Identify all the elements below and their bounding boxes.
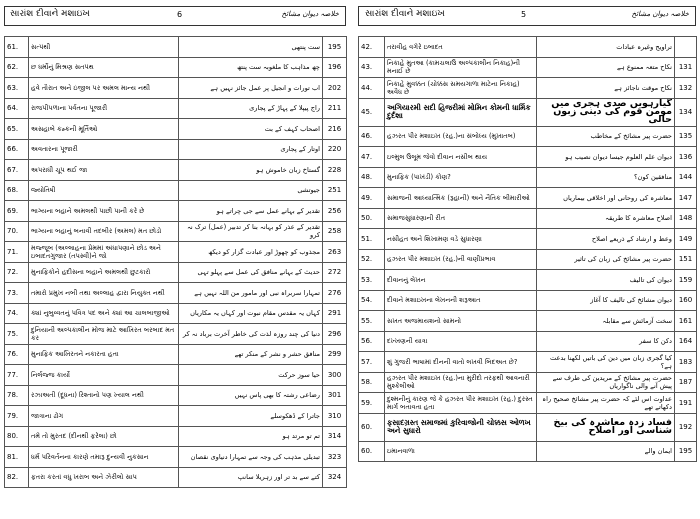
page-reference: 148 [675,208,697,229]
gujarati-title: દખ્ખણની યાત્રા [385,331,537,352]
contents-row [5,365,347,386]
contents-row [359,331,697,352]
urdu-title: گیارہویں صدی ہجری میں مومن قوم کی دینی زبوں حالی [537,98,675,126]
urdu-title: دیوان علم العلوم جیسا دیوان نصیب ہو [537,147,675,168]
contents-row [5,262,347,283]
gujarati-title: ભાગ્યના બહાનું બનાવી તદબીર (અમલ) મત છોડો [29,221,179,242]
contents-row [359,441,697,462]
row-number: 56. [359,331,385,352]
urdu-title: تراویح وغیرہ عبادات [537,37,675,58]
gujarati-title: રાજપીપળાના પર્વતના પૂજારી [29,98,179,119]
contents-row [359,372,697,393]
urdu-title: چھ مذاہب کا ملغوبہ ست پنتھ [179,57,323,78]
gujarati-title: અસહાબે કહ્કની મૂર્તિઓ [29,119,179,140]
right-page-number: 5 [521,10,527,19]
gujarati-title: ઇલ્મુલ ઉલૂમ જેવો દીવાન નસીબ થાય [385,147,537,168]
urdu-title: وعظ و ارشاد کے ذریعے اصلاح [537,229,675,250]
gujarati-title: ફસાદગ્રસ્ત સમાજમાં કુરિવાજોની ચોક્કસ ઓળખ અને સુધારો [385,413,537,441]
urdu-title: منافقین کون؟ [537,167,675,188]
right-page-header [358,6,696,26]
gujarati-title: હઝરત પીર મશાઇખ (રહ.)ની વાણીપ્રભાવ [385,249,537,270]
gujarati-title: સમાજસુધારણાની રીત [385,208,537,229]
contents-row [359,98,697,126]
gujarati-title: દીવાને મશાઇખના લેખનની શરૂઆત [385,290,537,311]
row-number: 80. [5,426,29,447]
page-reference: 314 [323,426,347,447]
gujarati-title: સમાજની આધ્યાત્મિક (રૂહાની) અને નૈતિક બીમારીઓ [385,188,537,209]
contents-row [359,413,697,441]
gujarati-title: અવતારના પૂજારી [29,139,179,160]
contents-row [5,385,347,406]
urdu-title: تبدیلی مذہب کی وجہ سے تمہارا دنیاوی نقصان [179,447,323,468]
contents-row [359,37,697,58]
page-reference: 136 [675,147,697,168]
urdu-title: حیا سوز حرکت [179,365,323,386]
page-reference: 323 [323,447,347,468]
row-number: 43. [359,57,385,78]
contents-row [5,57,347,78]
contents-row [5,467,347,488]
gujarati-title: જાત્રાના ઢોંગ [29,406,179,427]
page-reference: 195 [675,441,697,462]
gujarati-title: સત્પંથી [29,37,179,58]
gujarati-title: રઝાઅતી (દૂધના) રિશ્તાનો પણ ખ્યાલ નથી [29,385,179,406]
urdu-title: حضرت پیر مشائخ کی زبان کی تاثیر [537,249,675,270]
row-number: 46. [359,126,385,147]
page-reference: 183 [675,352,697,373]
gujarati-title: શું ગુજરી ભાષામાં દીનની વાતો લખવી બિદઅત છે? [385,352,537,373]
urdu-title: حضرت پیر مشائخ کے مخاطب [537,126,675,147]
urdu-title: دیوان کی تالیف [537,270,675,291]
contents-row [5,426,347,447]
urdu-title: کہاں یہ مقدس مقام نبوت اور کہاں یہ مکاریاں [179,303,323,324]
row-number: 44. [359,78,385,99]
contents-row [5,303,347,324]
urdu-title: منافق حشر و نشر کے منکر تھے [179,344,323,365]
page-reference: 300 [323,365,347,386]
page-reference: 272 [323,262,347,283]
urdu-title: جاترا کے ڈھکوسلے [179,406,323,427]
contents-row [5,242,347,263]
page-reference: 196 [323,57,347,78]
left-header-urdu-title: خلاصہ دیوان مشائخ [281,10,339,18]
page-reference: 164 [675,331,697,352]
contents-row [5,119,347,140]
gujarati-title: દીવાનનું લેખન [385,270,537,291]
page-reference: 301 [323,385,347,406]
gujarati-title: મુનાફિકોને હદીસના બહાને અમલથી છુટકારો [29,262,179,283]
urdu-title: اصحاب کہف کے بت [179,119,323,140]
urdu-title: مجذوب کو چھوڑ اور عبادت گزار کو دیکھ [179,242,323,263]
gujarati-title: મજ્જૂબ (અલ્લાહના પ્રેમમાં અંધાપણાને છોડ અને ઇબાદતગુજાર (તપસ્વી)ને જો [29,242,179,263]
gujarati-title: નિકાહે મુતઆ (કામચલાઉ અલ્પકાલીન નિકાહ)ની મનાઈ છે [385,57,537,78]
gujarati-title: નિકાહે મુવક્કત (ચોક્કસ સમયગાળા માટેના નિકાહ) અવૈધ છે [385,78,537,99]
page-reference: 202 [323,78,347,99]
page-reference: 324 [323,467,347,488]
contents-row [359,270,697,291]
contents-row [359,126,697,147]
row-number: 75. [5,324,29,345]
row-number: 70. [5,221,29,242]
row-number: 49. [359,188,385,209]
page-reference: 149 [675,229,697,250]
page-reference: 131 [675,57,697,78]
row-number: 58. [359,372,385,393]
page-reference: 132 [675,78,697,99]
row-number: 67. [5,160,29,181]
urdu-title: گستاخ زبان خاموش ہو [179,160,323,181]
gujarati-title: સખત અજમાયશનો સામનો [385,311,537,332]
urdu-title: نکاح متعہ ممنوع ہے [537,57,675,78]
page-reference: 276 [323,283,347,304]
gujarati-title: દુશ્મનીનું કારણ જે કે હઝરત પીર મશાઇખ (રહ.) દુરસ્ત માર્ગ બતાવતા હતા [385,393,537,414]
page-reference: 251 [323,180,347,201]
urdu-title: فساد زدہ معاشرہ کی بیخ شناسی اور اصلاح [537,413,675,441]
page-reference [675,37,697,58]
urdu-title: اب تورات و انجیل پر عمل جائز نہیں ہے [179,78,323,99]
row-number: 53. [359,270,385,291]
page-reference: 220 [323,139,347,160]
contents-row [5,201,347,222]
gujarati-title: તમે તો મુરતદ (દીનથી ફરેલા) છો [29,426,179,447]
contents-row [359,393,697,414]
row-number: 52. [359,249,385,270]
page-reference: 151 [675,249,697,270]
gujarati-title: તરાવીહ વગેરે ઇબાદત [385,37,537,58]
urdu-title: معاشرہ کی روحانی اور اخلاقی بیماریاں [537,188,675,209]
row-number: 60. [359,413,385,441]
urdu-title: کیا گجری زبان میں دین کی باتیں لکھنا بدعت ہے؟ [537,352,675,373]
left-header-gujarati-title: સારાંશ દીવાને મશાઇખ [10,9,90,19]
urdu-title: تقدیر کے بہانے عمل سے جی چراتے ہو [179,201,323,222]
urdu-title: تمہارا سربراہ نبی اور مامور من اللہ نہیں ہے [179,283,323,304]
page-reference: 134 [675,98,697,126]
page-reference: 310 [323,406,347,427]
page-reference: 159 [675,270,697,291]
row-number: 74. [5,303,29,324]
row-number: 61. [5,37,29,58]
gujarati-title: છ ધર્મોનું મિશ્રણ સતપંથ [29,57,179,78]
contents-row [5,98,347,119]
contents-row [5,78,347,99]
gujarati-title: અગિયારમી સદી હિજરીમાં મોમિન કોમની ધાર્મિક દુર્દશા [385,98,537,126]
urdu-title: ایمان والے [537,441,675,462]
contents-row [5,344,347,365]
row-number: 42. [359,37,385,58]
row-number: 59. [359,393,385,414]
contents-row [359,249,697,270]
urdu-title: اصلاح معاشرہ کا طریقہ [537,208,675,229]
gujarati-title: અપરાધી ચૂપ થઈ જા [29,160,179,181]
right-contents-table [358,36,697,462]
page-reference: 160 [675,290,697,311]
page-reference: 135 [675,126,697,147]
gujarati-title: ભાગ્યના બહાને અમલથી પાછી પાની કરે છે [29,201,179,222]
contents-row [359,208,697,229]
left-page-header [4,6,346,26]
page-reference: 192 [675,413,697,441]
page-reference: 195 [323,37,347,58]
urdu-title: دنیا کی چند روزہ لذت کی خاطر آخرت برباد نہ کر [179,324,323,345]
urdu-title: جیوتشی [179,180,323,201]
urdu-title: نکاح موقت ناجائز ہے [537,78,675,99]
row-number: 71. [5,242,29,263]
row-number: 64. [5,98,29,119]
contents-row [359,229,697,250]
contents-row [359,311,697,332]
gujarati-title: ફતરા કરતાં વધુ ખરાબ અને ઝેરીલો સાપ [29,467,179,488]
left-contents-table [4,36,347,488]
page-reference: 258 [323,221,347,242]
contents-row [359,57,697,78]
urdu-title: دیوان مشائخ کی تالیف کا آغاز [537,290,675,311]
contents-row [5,283,347,304]
contents-row [5,221,347,242]
row-number: 77. [5,365,29,386]
row-number: 65. [5,119,29,140]
urdu-title: ست پنتھی [179,37,323,58]
gujarati-title: હઝરત પીર મશાઇખ (રહ.)ના સંબોધ્ય (મુખાતબ) [385,126,537,147]
page-reference: 216 [323,119,347,140]
gujarati-title: હવે તૌરાત અને ઇંજીલ પર અમલ માન્ય નથી [29,78,179,99]
page-reference: 147 [675,188,697,209]
row-number: 81. [5,447,29,468]
row-number: 51. [359,229,385,250]
row-number: 63. [5,78,29,99]
row-number: 79. [5,406,29,427]
urdu-title: اوتار کے پجاری [179,139,323,160]
gujarati-title: તમારો પ્રમુખ નબી તથા અલ્લાહ દ્વારા નિયુક્ત નથી [29,283,179,304]
urdu-title: رضاعی رشتہ کا بھی پاس نہیں [179,385,323,406]
contents-row [359,147,697,168]
row-number: 47. [359,147,385,168]
contents-row [359,352,697,373]
urdu-title: حدیث کے بہانے منافق کی عمل سے پہلو تہی [179,262,323,283]
urdu-title: تم تو مرتد ہو [179,426,323,447]
gujarati-title: ધર્મ પરિવર્તનના કારણે તમારૂ દુન્યવી નુકસાન [29,447,179,468]
page-reference: 256 [323,201,347,222]
page-reference: 299 [323,344,347,365]
row-number: 57. [359,352,385,373]
page-reference: 144 [675,167,697,188]
row-number: 68. [5,180,29,201]
row-number: 62. [5,57,29,78]
contents-row [359,167,697,188]
row-number: 66. [5,139,29,160]
urdu-title: حضرت پیر مشائخ کے مریدین کی طرف سے پیش آنے والی ناگواریاں [537,372,675,393]
gujarati-title: મુનાફિક (પાખંડી) કોણ? [385,167,537,188]
page-reference: 211 [323,98,347,119]
urdu-title: کتے سے بد تر اور زہریلا سانپ [179,467,323,488]
row-number: 55. [359,311,385,332]
gujarati-title: નિર્લજ્જ કાર્યો [29,365,179,386]
gujarati-title: નસીહત અને શિખામણ વડે સુધારણા [385,229,537,250]
gujarati-title: દુનિયાની અલ્પકાલીન મોજ માટે આખિરત બરબાદ મત કર [29,324,179,345]
contents-row [5,37,347,58]
page-reference: 296 [323,324,347,345]
row-number: 72. [5,262,29,283]
page-reference: 263 [323,242,347,263]
gujarati-title: જ્યોતિષી [29,180,179,201]
row-number: 82. [5,467,29,488]
contents-row [5,139,347,160]
gujarati-title: હઝરત પીર મશાઇખ (રહ.)ના મુરીદો તરફથી આવનારી મુશ્કેલીઓ [385,372,537,393]
urdu-title: دکن کا سفر [537,331,675,352]
page-reference: 161 [675,311,697,332]
contents-row [359,290,697,311]
gujarati-title: ક્યાં નુબુવ્વતનું પવિત્ર પદ અને ક્યાં આ ચાલબાજીઓ [29,303,179,324]
page-reference: 228 [323,160,347,181]
contents-row [5,324,347,345]
gujarati-title: મુનાફિક આખિરતને નકારતા હતા [29,344,179,365]
row-number: 50. [359,208,385,229]
row-number: 45. [359,98,385,126]
row-number: 76. [5,344,29,365]
row-number: 60. [359,441,385,462]
urdu-title: راج پیپلا کے پہاڑ کے پجاری [179,98,323,119]
right-header-gujarati-title: સારાંશ દીવાને મશાઇખ [365,9,445,19]
row-number: 54. [359,290,385,311]
urdu-title: سخت آزمائش سے مقابلہ [537,311,675,332]
urdu-title: تقدیر کے عذر کو بہانہ بنا کر تدبیر (عمل) ترک نہ کرو [179,221,323,242]
contents-row [5,160,347,181]
page-reference: 187 [675,372,697,393]
contents-row [5,180,347,201]
contents-row [359,78,697,99]
right-page [350,0,700,519]
row-number: 78. [5,385,29,406]
left-page-number: 6 [177,10,183,19]
row-number: 73. [5,283,29,304]
contents-row [5,406,347,427]
page-reference: 291 [323,303,347,324]
contents-row [5,447,347,468]
right-header-urdu-title: خلاصہ دیوان مشائخ [631,10,689,18]
urdu-title: عداوت اس لئے کہ حضرت پیر مشائخ صحیح راہ دکھاتے تھے [537,393,675,414]
gujarati-title: ઇમાનવાળા [385,441,537,462]
page-reference: 191 [675,393,697,414]
contents-row [359,188,697,209]
row-number: 69. [5,201,29,222]
row-number: 48. [359,167,385,188]
